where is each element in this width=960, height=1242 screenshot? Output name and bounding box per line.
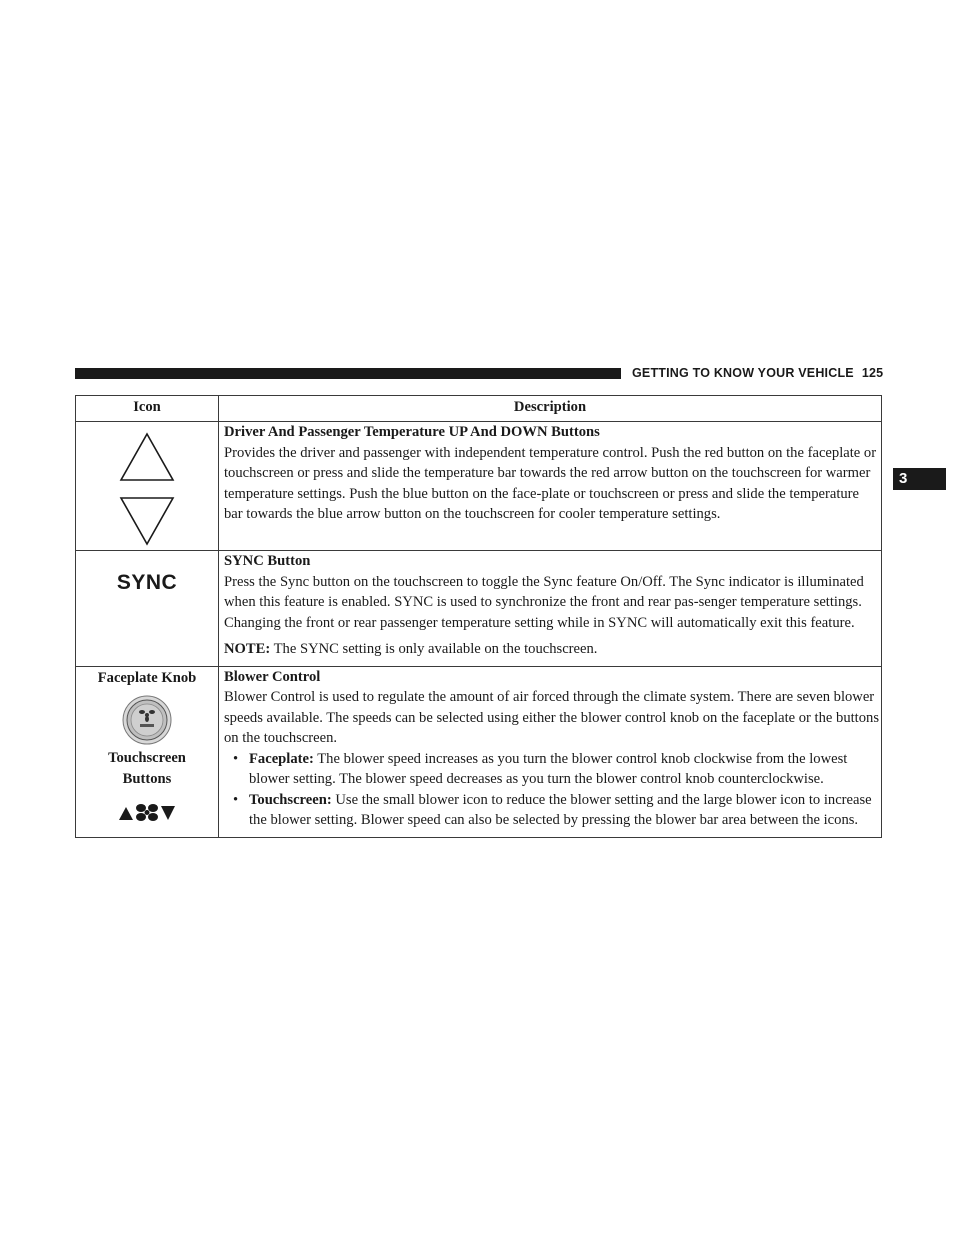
controls-table: [75, 395, 882, 838]
column-header-description: Description: [219, 396, 882, 422]
column-header-icon: Icon: [76, 396, 219, 422]
row-title: SYNC Button: [224, 553, 311, 569]
table-row: [76, 666, 882, 837]
faceplate-knob-label: Faceplate Knob: [97, 669, 197, 686]
note: [224, 639, 881, 660]
bullet-label: Touchscreen:: [249, 791, 332, 808]
bullet-label: Faceplate:: [249, 750, 314, 767]
page-number: 125: [861, 366, 884, 380]
note-text: The SYNC setting is only available on the touchscreen.: [273, 641, 598, 657]
row-description: Provides the driver and passenger with independent temperature control. Push the red button on the faceplate or touchscreen or press and slide the temperature bar towards the red arrow button on the touchscreen for warmer temperature settings. Push the blue button on the face-plate or touchscreen or press and slide the temperature bar towards the blue arrow button on the touchscreen for cooler temperature settings.: [224, 444, 877, 522]
row-title: Driver And Passenger Temperature UP And DOWN Buttons: [224, 424, 600, 440]
bullet-item: [224, 790, 881, 831]
running-header: [632, 366, 883, 380]
bullet-icon: •: [233, 791, 239, 808]
touchscreen-buttons-label: Touchscreen Buttons: [108, 750, 186, 787]
section-title: GETTING TO KNOW YOUR VEHICLE: [632, 366, 854, 380]
blower-speed-buttons-icon: [117, 800, 177, 824]
table-header-row: [76, 396, 882, 422]
table-row: [76, 422, 882, 551]
description-cell: [219, 551, 882, 667]
row-description: Blower Control is used to regulate the amount of air forced through the climate system. There are seven blower speeds available. The speeds can be selected using either the blower control knob on the faceplate or the buttons on the touchscreen.: [224, 689, 880, 746]
chapter-tab: 3: [893, 468, 946, 490]
icon-cell: [76, 422, 219, 551]
sync-icon: SYNC: [116, 571, 178, 594]
note-label: NOTE:: [224, 641, 271, 657]
blower-knob-icon: [121, 694, 173, 746]
bullet-icon: •: [233, 750, 239, 767]
table-row: [76, 551, 882, 667]
row-description: Press the Sync button on the touchscreen to toggle the Sync feature On/Off. The Sync indicator is illuminated when this feature is enabled. SYNC is used to synchronize the front and rear pas-senger temperature settings. Changing the front or rear passenger temperature setting while in SYNC will automatically exit this feature.: [224, 573, 864, 631]
temperature-up-arrow-icon: [119, 432, 175, 482]
header-rule: [75, 368, 621, 379]
row-title: Blower Control: [224, 668, 321, 685]
icon-cell: [76, 666, 219, 837]
description-cell: [219, 666, 882, 837]
temperature-down-arrow-icon: [119, 496, 175, 546]
bullet-text: Use the small blower icon to reduce the blower setting and the large blower icon to increase the blower setting. Blower speed can also be selected by pressing the blower bar area between the icons.: [249, 791, 872, 828]
bullet-item: [224, 749, 881, 790]
description-cell: [219, 422, 882, 551]
bullet-text: The blower speed increases as you turn the blower control knob clockwise from the lowest blower setting. The blower speed decreases as you turn the blower control knob counterclockwise.: [249, 750, 848, 787]
icon-cell: [76, 551, 219, 667]
